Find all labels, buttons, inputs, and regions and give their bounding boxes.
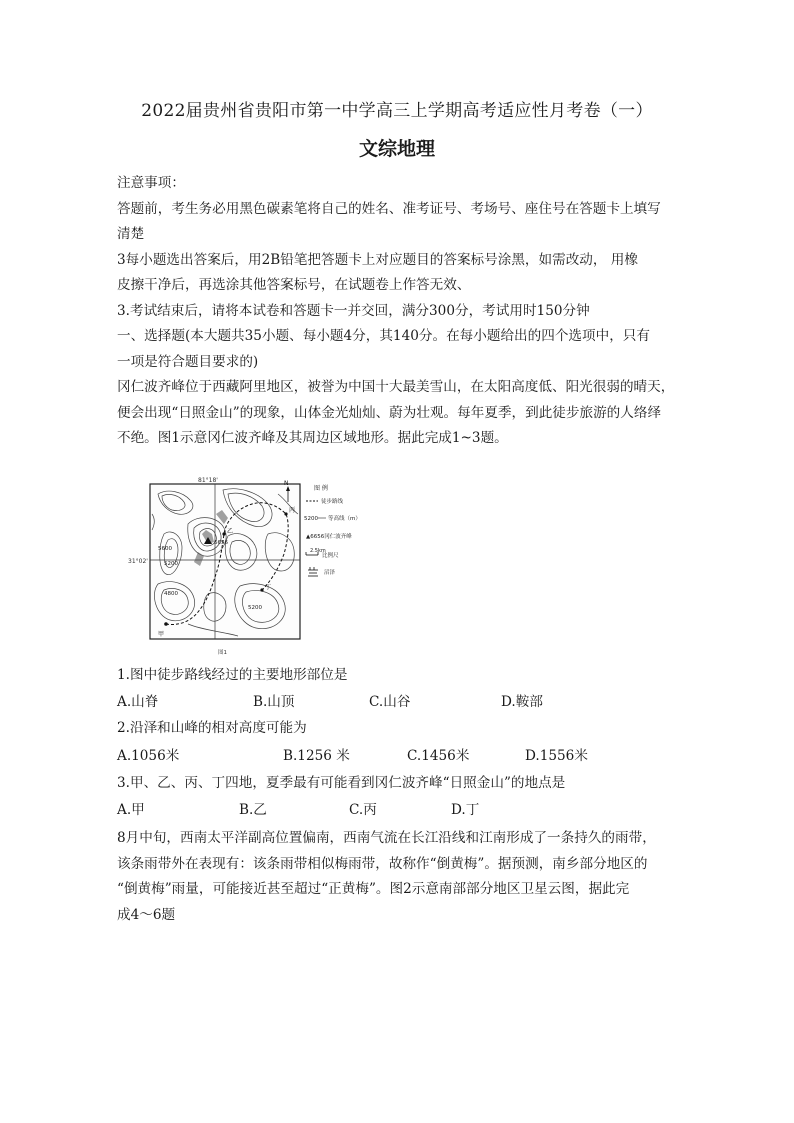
figure-1-caption: 图1	[218, 650, 227, 656]
north-label: N	[284, 480, 289, 487]
question-1-stem	[117, 663, 679, 689]
passage-2-line-1: 8月中旬，西南太平洋副高位置偏南，西南气流在长江沿线和江南形成了一条持久的雨带，	[117, 830, 656, 846]
question-1-option-a: A.山脊	[117, 694, 159, 710]
question-2-text: 2.沿泽和山峰的相对高度可能为	[117, 720, 307, 736]
notice-item-2-line-1: 3每小题选出答案后，用2B铅笔把答题卡上对应题目的答案标号涂黑，如需改动， 用橡	[117, 251, 638, 268]
passage-2-line-3: “倒黄梅”雨量，可能接近甚至超过“正黄梅”。图2示意南部部分地区卫星云图，据此完	[117, 881, 630, 897]
legend-route-label: 徒步路线	[321, 499, 344, 505]
question-3-options	[117, 798, 679, 822]
passage-2-block	[117, 826, 679, 928]
peak-elevation-label: 6656	[214, 540, 228, 546]
point-ding-label: 丁	[265, 584, 272, 591]
notice-item-1-line-1: 答题前，考生务必用黑色碳素笔将自己的姓名、准考证号、考场号、座住号在答题卡上填写	[117, 200, 661, 217]
legend-contour-value: 5200	[304, 516, 318, 522]
question-2-option-d: D.1556米	[525, 748, 588, 764]
notice-block	[117, 171, 679, 452]
legend-swamp-label: 沼泽	[324, 570, 336, 576]
passage-1-line-1: 冈仁波齐峰位于西藏阿里地区，被誉为中国十大最美雪山，在太阳高度低、阳光很弱的晴天，	[117, 379, 675, 395]
legend-scale-label: 比例尺	[322, 553, 339, 559]
figure-1-topographic-map	[128, 474, 428, 658]
contour-label-5200-east: 5200	[248, 605, 262, 611]
point-bing-marker	[284, 512, 287, 515]
question-2-option-b: B.1256 米	[283, 748, 350, 764]
question-3-text: 3.甲、乙、丙、丁四地，夏季最有可能看到冈仁波齐峰“日照金山”的地点是	[117, 775, 566, 791]
legend-swamp-symbol-icon	[308, 567, 318, 576]
contour-label-4800: 4800	[164, 591, 178, 597]
legend-peak-label: ▲6656冈仁波齐峰	[306, 534, 352, 540]
question-3-option-d: D.丁	[451, 802, 480, 818]
question-2-stem	[117, 716, 679, 742]
question-2-option-a: A.1056米	[117, 748, 180, 764]
exam-title: 2022届贵州省贵阳市第一中学高三上学期高考适应性月考卷（一）	[141, 101, 653, 121]
contour-label-5200-west: 5200	[164, 561, 178, 567]
notice-heading: 注意事项：	[117, 175, 185, 191]
passage-2-line-4: 成4～6题	[117, 906, 176, 923]
point-yi-marker	[222, 532, 225, 535]
question-2-option-c: C.1456米	[407, 748, 470, 764]
passage-1-line-3: 不绝。图1示意冈仁波齐峰及其周边区域地形。据此完成1~3题。	[117, 430, 508, 446]
point-jia-label: 甲	[158, 631, 165, 638]
point-yi-label: 乙	[227, 528, 234, 535]
question-3-option-a: A.甲	[117, 802, 145, 818]
question-3-option-b: B.乙	[239, 802, 267, 818]
notice-item-3: 3.考试结束后，请将本试卷和答题卡一并交回，满分300分，考试用时150分钟	[117, 302, 590, 319]
question-1-options	[117, 690, 679, 714]
question-1-option-b: B.山顶	[253, 694, 295, 710]
legend-contour-label: 等高线（m）	[328, 516, 361, 522]
legend-title: 图 例	[314, 485, 328, 492]
question-1-option-c: C.山谷	[369, 694, 411, 710]
question-3-option-c: C.丙	[349, 802, 377, 818]
question-3-stem	[117, 771, 679, 797]
passage-2-line-2: 该条雨带外在表现有：该条雨带相似梅雨带，故称作“倒黄梅”。据预测，南乡部分地区的	[117, 855, 648, 872]
point-ding-marker	[260, 588, 263, 591]
notice-item-1-line-2: 清楚	[117, 226, 145, 242]
longitude-label: 81°18'	[198, 477, 218, 484]
question-1-option-d: D.鞍部	[501, 694, 543, 710]
section-heading-line-1: 一、选择题(本大题共35小题、每小题4分，其140分。在每小题给出的四个选项中，只有	[117, 328, 650, 344]
question-2-options	[117, 744, 679, 768]
passage-1-line-2: 便会出现“日照金山”的现象，山体金光灿灿、蔚为壮观。每年夏季，到此徒步旅游的人络绎	[117, 404, 662, 421]
section-heading-line-2: 一项是符合题目要求的)	[117, 353, 259, 370]
topographic-map-svg	[128, 474, 428, 658]
question-1-text: 1.图中徒步路线经过的主要地形部位是	[117, 667, 348, 683]
point-bing-label: 丙	[289, 507, 296, 514]
legend-scale-value: 2.5km	[310, 548, 326, 554]
latitude-label: 31°02'	[128, 558, 148, 565]
exam-subject: 文综地理	[358, 138, 435, 160]
contour-label-5600: 5600	[158, 546, 172, 552]
point-jia-marker	[164, 622, 168, 626]
notice-item-2-line-2: 皮擦干净后，再选涂其他答案标号，在试题卷上作答无效、	[117, 277, 471, 293]
